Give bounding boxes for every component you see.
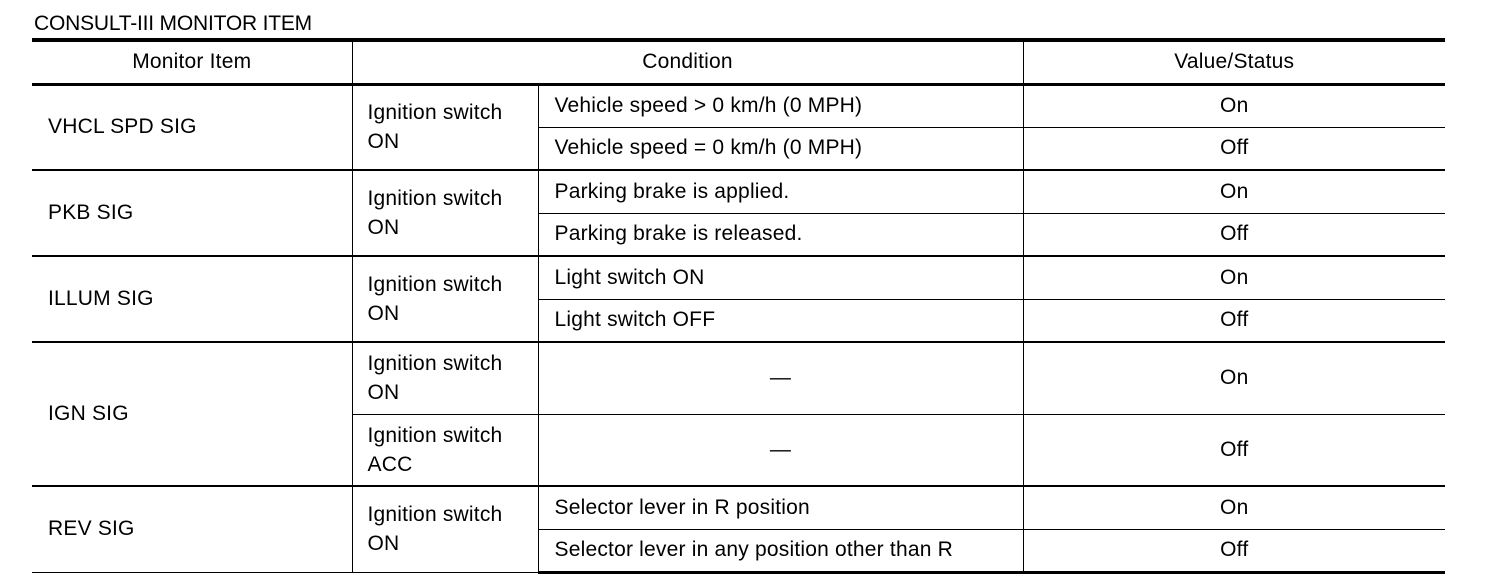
condition-detail-cell: Selector lever in R position <box>538 486 1023 529</box>
condition-detail-cell: Vehicle speed > 0 km/h (0 MPH) <box>538 84 1023 127</box>
dash-placeholder: — <box>769 437 792 461</box>
value-status-cell: On <box>1023 84 1445 127</box>
dash-placeholder: — <box>769 366 792 390</box>
condition-detail-cell: Light switch ON <box>538 256 1023 299</box>
monitor-item-cell: ILLUM SIG <box>32 256 352 342</box>
condition-detail-cell <box>538 414 1023 486</box>
condition-detail-cell: Parking brake is released. <box>538 213 1023 256</box>
table-header <box>32 40 1445 84</box>
condition-main-cell: Ignition switch ON <box>352 84 538 170</box>
value-status-cell: Off <box>1023 529 1445 572</box>
condition-detail-cell: Light switch OFF <box>538 299 1023 342</box>
header-monitor-item: Monitor Item <box>32 40 352 84</box>
table-row <box>32 170 1445 213</box>
value-status-cell: On <box>1023 486 1445 529</box>
table-body <box>32 84 1445 572</box>
header-row <box>32 40 1445 84</box>
condition-main-cell: Ignition switch ON <box>352 256 538 342</box>
value-status-cell: Off <box>1023 299 1445 342</box>
document-title: CONSULT-III MONITOR ITEM <box>34 12 312 35</box>
value-status-cell: Off <box>1023 213 1445 256</box>
value-status-cell: On <box>1023 342 1445 414</box>
table-row <box>32 486 1445 529</box>
table-row <box>32 342 1445 414</box>
table-row <box>32 84 1445 127</box>
condition-detail-cell: Parking brake is applied. <box>538 170 1023 213</box>
header-value-status: Value/Status <box>1023 40 1445 84</box>
condition-detail-cell: Vehicle speed = 0 km/h (0 MPH) <box>538 127 1023 170</box>
value-status-cell: Off <box>1023 414 1445 486</box>
value-status-cell: On <box>1023 170 1445 213</box>
condition-detail-cell: Selector lever in any position other than R <box>538 529 1023 572</box>
monitor-item-cell: VHCL SPD SIG <box>32 84 352 170</box>
condition-detail-cell <box>538 342 1023 414</box>
condition-main-cell: Ignition switch ON <box>352 170 538 256</box>
condition-main-cell: Ignition switch ACC <box>352 414 538 486</box>
value-status-cell: Off <box>1023 127 1445 170</box>
monitor-item-cell: PKB SIG <box>32 170 352 256</box>
condition-main-cell: Ignition switch ON <box>352 486 538 572</box>
value-status-cell: On <box>1023 256 1445 299</box>
condition-main-cell: Ignition switch ON <box>352 342 538 414</box>
monitor-item-cell: REV SIG <box>32 486 352 572</box>
monitor-item-cell: IGN SIG <box>32 342 352 486</box>
header-condition: Condition <box>352 40 1023 84</box>
monitor-item-table <box>32 38 1445 574</box>
table-row <box>32 256 1445 299</box>
